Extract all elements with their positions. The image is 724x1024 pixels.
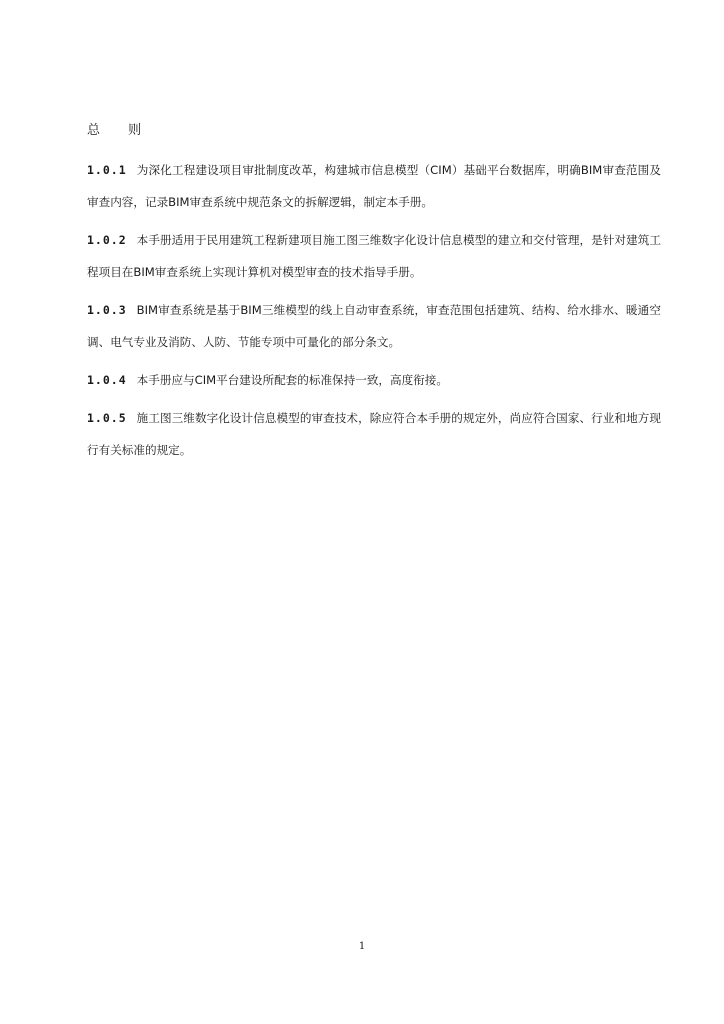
clause-text: BIM审查系统是基于BIM三维模型的线上自动审查系统，审查范围包括建筑、结构、给水排水、暖通空调、电气专业及消防、人防、节能专项中可量化的部分条文。 [87, 303, 661, 349]
clause-number: 1.0.3 [87, 303, 127, 317]
clause-text: 本手册适用于民用建筑工程新建项目施工图三维数字化设计信息模型的建立和交付管理，是针对建筑工程项目在BIM审查系统上实现计算机对模型审查的技术指导手册。 [87, 233, 661, 279]
clause-text: 为深化工程建设项目审批制度改革，构建城市信息模型（CIM）基础平台数据库，明确BIM审查范围及审查内容，记录BIM审查系统中规范条文的拆解逻辑，制定本手册。 [87, 163, 661, 209]
clause-list [87, 154, 661, 472]
clause-number: 1.0.4 [87, 373, 127, 387]
clause-number: 1.0.2 [87, 233, 127, 247]
section-heading: 总 则 [87, 123, 154, 138]
clause-1-0-5 [87, 402, 661, 466]
clause-1-0-1 [87, 154, 661, 218]
page-number: 1 [358, 941, 366, 952]
clause-1-0-4 [87, 364, 661, 396]
clause-text: 施工图三维数字化设计信息模型的审查技术，除应符合本手册的规定外，尚应符合国家、行业和地方现行有关标准的规定。 [87, 411, 661, 457]
clause-text: 本手册应与CIM平台建设所配套的标准保持一致，高度衔接。 [136, 373, 448, 387]
clause-1-0-2 [87, 224, 661, 288]
clause-number: 1.0.5 [87, 411, 127, 425]
clause-number: 1.0.1 [87, 163, 127, 177]
clause-1-0-3 [87, 294, 661, 358]
